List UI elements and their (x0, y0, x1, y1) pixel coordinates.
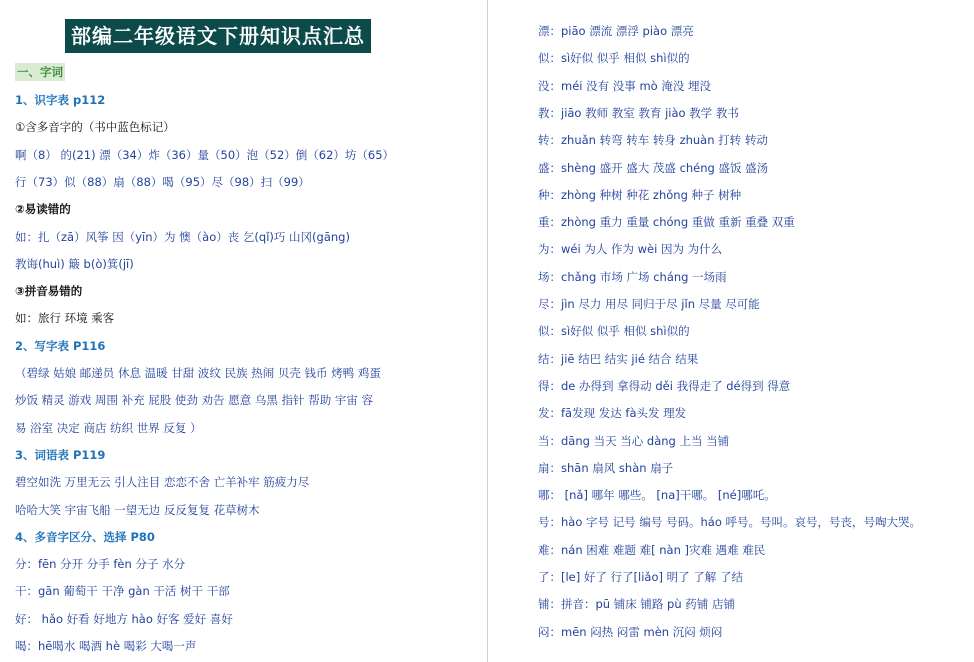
left-line-13: 3、词语表 P119 (15, 447, 106, 462)
left-line-6: 教诲(huì) 簸 b(ò)箕(jī) (15, 256, 134, 271)
left-line-11: 炒饭 精灵 游戏 周围 补充 屁股 使劲 劝告 愿意 乌黑 指针 帮助 宇宙 容 (15, 393, 374, 408)
left-line-2: 啊（8） 的(21) 漂（34）炸（36）量（50）泡（52）倒（62）坊（65） (15, 147, 395, 162)
right-line-14: 发：fā发现 发达 fà头发 理发 (538, 406, 687, 421)
right-line-2: 没：méi 没有 没事 mò 淹没 埋没 (538, 78, 711, 93)
page-title: 部编二年级语文下册知识点汇总 (65, 19, 371, 53)
right-line-1: 似：sì好似 似乎 相似 shì似的 (538, 51, 690, 66)
left-line-8: 如：旅行 环境 乘客 (15, 311, 115, 326)
left-line-17: 分：fēn 分开 分手 fèn 分子 水分 (15, 557, 186, 572)
right-line-8: 为：wéi 为人 作为 wèi 因为 为什么 (538, 242, 723, 257)
right-line-13: 得：de 办得到 拿得动 děi 我得走了 dé得到 得意 (538, 378, 791, 393)
right-line-17: 哪： [nǎ] 哪年 哪些。 [na]干哪。 [né]哪吒。 (538, 488, 776, 503)
left-line-12: 易 浴室 决定 商店 纺织 世界 反复 ） (15, 420, 202, 435)
right-line-7: 重：zhòng 重力 重量 chóng 重做 重新 重叠 双重 (538, 215, 795, 230)
right-line-12: 结：jiē 结巴 结实 jié 结合 结果 (538, 351, 699, 366)
right-line-16: 扇：shān 扇风 shàn 扇子 (538, 460, 674, 475)
right-line-5: 盛：shèng 盛开 盛大 茂盛 chéng 盛饭 盛汤 (538, 160, 769, 175)
left-line-9: 2、写字表 P116 (15, 338, 106, 353)
left-line-16: 4、多音字区分、选择 P80 (15, 529, 155, 544)
left-line-14: 碧空如洗 万里无云 引人注目 恋恋不舍 亡羊补牢 筋疲力尽 (15, 475, 310, 490)
right-line-4: 转：zhuǎn 转弯 转车 转身 zhuàn 打转 转动 (538, 133, 768, 148)
right-line-18: 号：hào 字号 记号 编号 号码。háo 呼号。号叫。哀号，号丧，号啕大哭。 (538, 515, 922, 530)
left-line-15: 哈哈大笑 宇宙飞船 一望无边 反反复复 花草树木 (15, 502, 260, 517)
right-line-11: 似：sì好似 似乎 相似 shì似的 (538, 324, 690, 339)
right-line-15: 当：dāng 当天 当心 dàng 上当 当铺 (538, 433, 730, 448)
left-line-5: 如：扎（zā）风筝 因（yīn）为 懊（ào）丧 乞(qǐ)巧 山冈(gāng) (15, 229, 350, 244)
left-line-0: 1、识字表 p112 (15, 93, 106, 107)
right-line-3: 教：jiāo 教师 教室 教育 jiào 教学 教书 (538, 105, 739, 120)
right-line-6: 种：zhòng 种树 种花 zhǒng 种子 树种 (538, 187, 742, 202)
section-heading: 一、字词 (17, 65, 63, 79)
right-line-10: 尽：jìn 尽力 用尽 同归于尽 jǐn 尽量 尽可能 (538, 297, 760, 311)
right-line-0: 漂：piāo 漂流 漂浮 piào 漂亮 (538, 24, 694, 38)
right-line-22: 闷：mēn 闷热 闷雷 mèn 沉闷 烦闷 (538, 624, 723, 639)
left-line-10: （碧绿 姑娘 邮递员 休息 温暖 甘甜 波纹 民族 热闹 贝壳 钱币 烤鸭 鸡蛋 (15, 366, 381, 380)
left-line-4: ②易读错的 (15, 202, 71, 217)
right-line-19: 难：nán 困难 难题 难[ nàn ]灾难 遇难 难民 (538, 542, 766, 557)
left-line-7: ③拼音易错的 (15, 284, 83, 299)
right-line-9: 场：chǎng 市场 广场 cháng 一场雨 (538, 269, 727, 284)
left-line-20: 喝：hē喝水 喝酒 hè 喝彩 大喝一声 (15, 639, 197, 653)
right-line-21: 铺：拼音：pū 铺床 铺路 pù 药铺 店铺 (538, 597, 735, 612)
left-line-19: 好： hǎo 好看 好地方 hào 好客 爱好 喜好 (15, 611, 233, 626)
left-line-1: ①含多音字的（书中蓝色标记） (15, 120, 175, 135)
column-divider (487, 0, 488, 662)
left-line-3: 行（73）似（88）扇（88）喝（95）尽（98）扫（99） (15, 174, 310, 189)
left-line-18: 干：gān 葡萄干 干净 gàn 干活 树干 干部 (15, 584, 230, 599)
right-line-20: 了：[le] 好了 行了[liǎo] 明了 了解 了结 (538, 570, 743, 584)
